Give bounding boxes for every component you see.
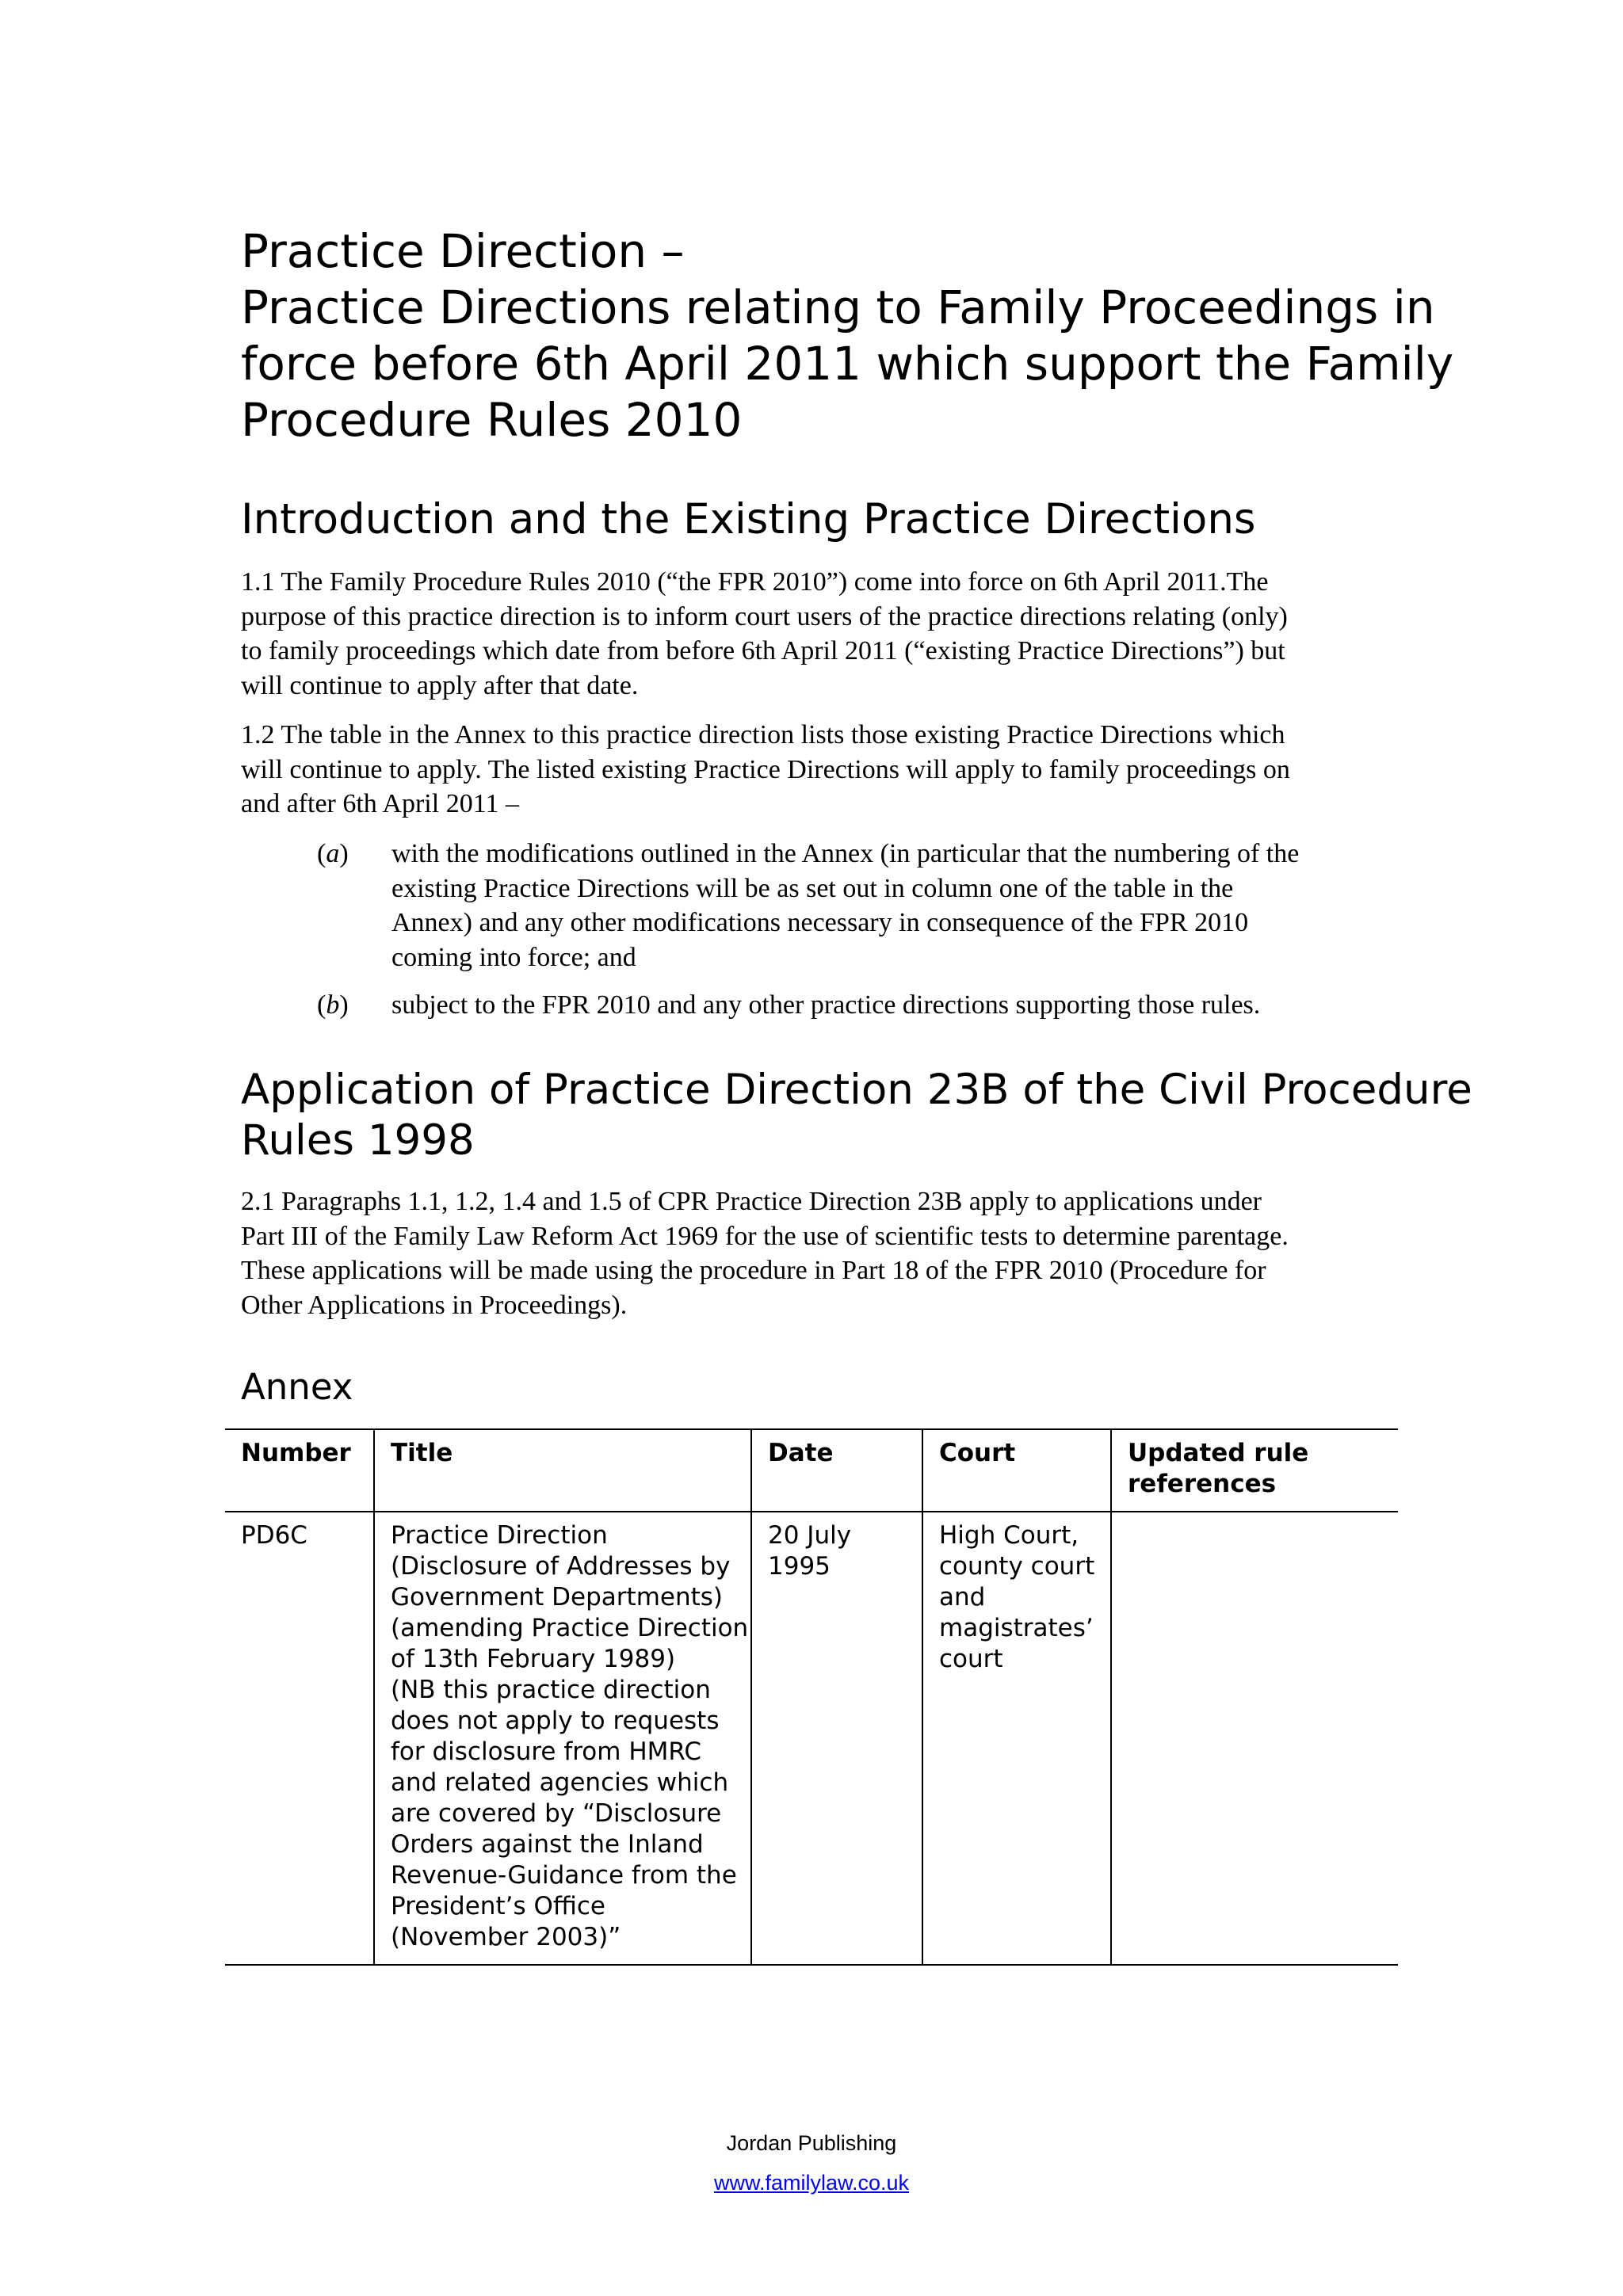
list-item-line: existing Practice Directions will be as set out in column one of the table in the <box>391 873 1234 903</box>
list-item-line: with the modifications outlined in the Annex (in particular that the numbering of the <box>391 839 1300 868</box>
cell-date: 20 July 1995 <box>751 1512 922 1965</box>
list-item-line: subject to the FPR 2010 and any other practice directions supporting those rules. <box>391 990 1261 1020</box>
table-header-row <box>225 1429 1398 1512</box>
title-line: Procedure Rules 2010 <box>241 393 743 447</box>
paragraph-line: Part III of the Family Law Reform Act 1969 for the use of scientific tests to determine parentage. <box>241 1221 1289 1251</box>
cell-court: High Court, county court and magistrates’ court <box>922 1512 1111 1965</box>
section-heading-application <box>241 1065 1472 1166</box>
cell-title: Practice Direction (Disclosure of Addresses by Government Departments) (amending Practice Direction of 13th February 1989) (NB this practice direction does not apply to requests for disclosure from HMRC and related agencies which are covered by “Disclosure Orders against the Inland Revenue-Guidance from the President’s Office (November 2003)” <box>374 1512 751 1965</box>
table-row <box>225 1512 1398 1965</box>
column-header-number: Number <box>241 1439 351 1467</box>
title-line: force before 6th April 2011 which support the Family <box>241 337 1454 391</box>
section-heading-introduction: Introduction and the Existing Practice Directions <box>241 495 1256 543</box>
paragraph-1-1 <box>241 565 1398 703</box>
paragraph-2-1 <box>241 1184 1398 1322</box>
column-header-date: Date <box>751 1429 922 1512</box>
footer-link-wrap <box>0 2169 1623 2196</box>
paragraph-line: purpose of this practice direction is to inform court users of the practice directions relating (only) <box>241 601 1288 631</box>
paragraph-line: Other Applications in Proceedings). <box>241 1290 628 1320</box>
paragraph-line: will continue to apply. The listed existing Practice Directions will apply to family proceedings on <box>241 754 1290 784</box>
heading-line: Rules 1998 <box>241 1116 475 1165</box>
annex-table <box>225 1428 1398 1966</box>
column-header-title: Title <box>374 1429 751 1512</box>
title-line: Practice Direction – <box>241 224 685 278</box>
list-item-label: (a) <box>317 839 349 868</box>
list-item-line: coming into force; and <box>391 942 636 972</box>
paragraph-line: will continue to apply after that date. <box>241 670 639 700</box>
list-item-b <box>241 988 1398 1023</box>
paragraph-1-2 <box>241 718 1398 822</box>
footer-publisher: Jordan Publishing <box>726 2131 897 2155</box>
heading-line: Application of Practice Direction 23B of the Civil Procedure <box>241 1066 1472 1114</box>
paragraph-line: to family proceedings which date from before 6th April 2011 (“existing Practice Directions”) but <box>241 636 1285 666</box>
list-item-line: Annex) and any other modifications necessary in consequence of the FPR 2010 <box>391 908 1249 937</box>
column-header-updated-rule-references: Updated rule references <box>1111 1429 1398 1512</box>
cell-updated-rule-references <box>1111 1512 1398 1965</box>
paragraph-line: 2.1 Paragraphs 1.1, 1.2, 1.4 and 1.5 of CPR Practice Direction 23B apply to applications under <box>241 1187 1262 1216</box>
document-title <box>241 223 1454 448</box>
title-line: Practice Directions relating to Family Proceedings in <box>241 280 1435 334</box>
footer-website-link[interactable]: www.familylaw.co.uk <box>713 2171 910 2195</box>
paragraph-line: 1.2 The table in the Annex to this practice direction lists those existing Practice Directions which <box>241 720 1285 749</box>
paragraph-line: 1.1 The Family Procedure Rules 2010 (“the FPR 2010”) come into force on 6th April 2011.The <box>241 567 1269 597</box>
paragraph-line: These applications will be made using the procedure in Part 18 of the FPR 2010 (Procedure for <box>241 1256 1266 1285</box>
paragraph-line: and after 6th April 2011 – <box>241 789 519 818</box>
cell-number: PD6C <box>241 1521 307 1550</box>
annex-heading: Annex <box>241 1366 353 1408</box>
list-item-label: (b) <box>317 990 349 1020</box>
list-item-a <box>241 837 1398 979</box>
column-header-court: Court <box>922 1429 1111 1512</box>
